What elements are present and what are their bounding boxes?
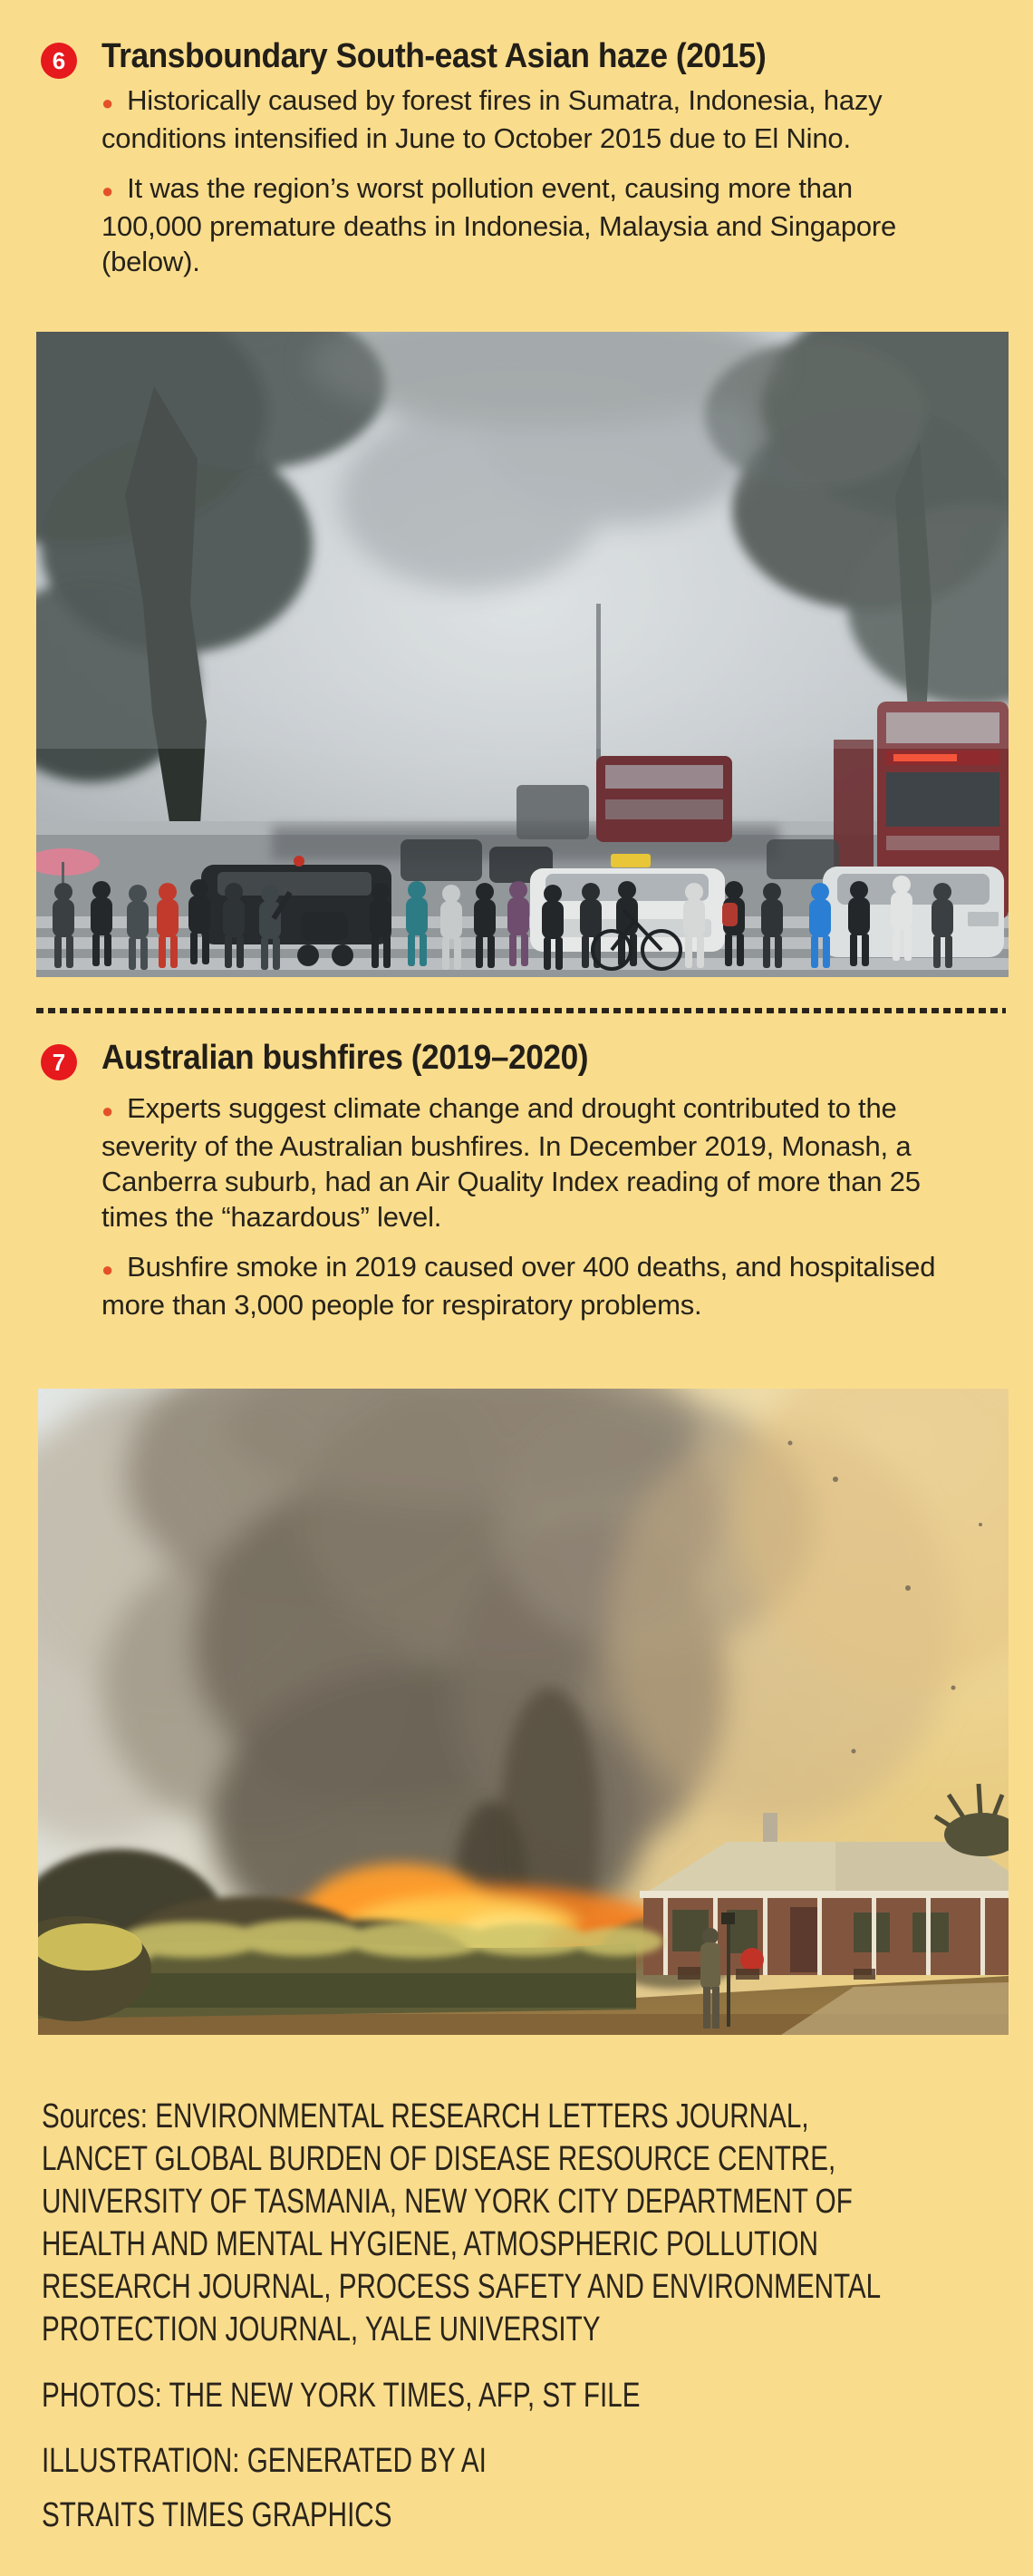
photo-bushfire-australia	[38, 1389, 1009, 2035]
section6-number: 6	[52, 47, 66, 74]
sources-line: RESEARCH JOURNAL, PROCESS SAFETY AND ENVIRONMENTAL	[42, 2268, 882, 2306]
section7-bullets	[101, 1090, 949, 1337]
sources-line: PROTECTION JOURNAL, YALE UNIVERSITY	[42, 2310, 601, 2348]
bullet-item: ● Historically caused by forest fires in Sumatra, Indonesia, hazy conditions intensified in June to October 2015 due to El Nino.	[101, 82, 949, 156]
haze-street-illustration	[36, 332, 1009, 977]
illustration-credit: ILLUSTRATION: GENERATED BY AI	[42, 2442, 487, 2480]
section7-title: Australian bushfires (2019–2020)	[101, 1039, 589, 1077]
haze-overlay	[36, 332, 1009, 749]
fascia	[640, 1891, 1009, 1898]
photo-haze-street-singapore	[36, 332, 1009, 977]
sources-line: Sources: ENVIRONMENTAL RESEARCH LETTERS JOURNAL,	[42, 2097, 809, 2135]
dotted-divider	[36, 1008, 1006, 1013]
bushfire-illustration	[38, 1389, 1009, 2035]
sources-block	[42, 2096, 881, 2351]
bullet-item: ● Bushfire smoke in 2019 caused over 400 deaths, and hospitalised more than 3,000 people for respiratory problems.	[101, 1249, 949, 1322]
section7-number: 7	[52, 1049, 66, 1076]
red-tank	[740, 1948, 764, 1971]
bullet-item: ● Experts suggest climate change and drought contributed to the severity of the Australian bushfires. In December 2019, Monash, a Canberra suburb, had an Air Quality Index reading of more than 25 times the “hazardous” level.	[101, 1090, 949, 1235]
section6-number-badge	[41, 43, 77, 79]
sources-line: UNIVERSITY OF TASMANIA, NEW YORK CITY DEPARTMENT OF	[42, 2183, 853, 2221]
graphics-credit: STRAITS TIMES GRAPHICS	[42, 2496, 392, 2534]
section6-title: Transboundary South-east Asian haze (2015)	[101, 37, 767, 75]
photo-credits: PHOTOS: THE NEW YORK TIMES, AFP, ST FILE	[42, 2377, 641, 2415]
section7-number-badge	[41, 1044, 77, 1080]
chimney	[763, 1813, 777, 1845]
section6-bullets	[101, 82, 949, 294]
sources-line: LANCET GLOBAL BURDEN OF DISEASE RESOURCE CENTRE,	[42, 2140, 836, 2178]
bullet-item: ● It was the region’s worst pollution event, causing more than 100,000 premature deaths in Indonesia, Malaysia and Singapore (below).	[101, 170, 949, 279]
door	[790, 1907, 817, 1972]
distant-car	[401, 839, 482, 881]
red-backpack	[722, 903, 738, 926]
garden-hedge	[38, 1916, 663, 2021]
sources-line: HEALTH AND MENTAL HYGIENE, ATMOSPHERIC POLLUTION	[42, 2225, 818, 2263]
